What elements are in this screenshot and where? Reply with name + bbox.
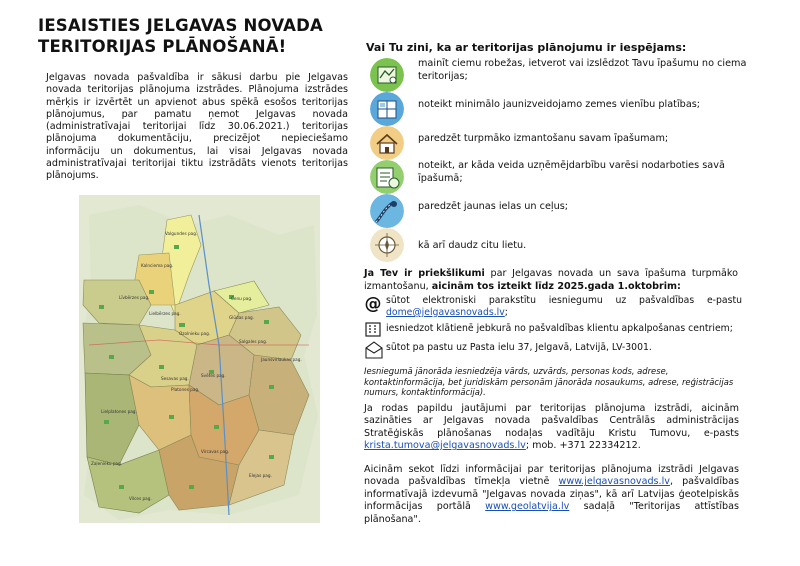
compass-icon: [370, 228, 404, 262]
email-link[interactable]: dome@jelgavasnovads.lv: [386, 307, 505, 318]
question-heading: Vai Tu zini, ka ar teritorijas plānojumu ir iespējams:: [366, 41, 687, 54]
option-item: [370, 194, 770, 228]
municipality-map: [79, 195, 320, 523]
suggestions-lead: Ja Tev ir priekšlikumi: [364, 268, 485, 279]
option-text: noteikt, ar kāda veida uzņēmējdarbību varēsi nodarboties savā īpašumā;: [418, 160, 725, 184]
follow-text-3: sadaļā "Teritorijas attīstības plānošana".: [364, 501, 740, 525]
option-item: [370, 228, 770, 262]
option-text: noteikt minimālo jaunizveidojamo zemes vienību platības;: [418, 99, 701, 110]
suggestions-text: par Jelgavas novada un sava īpašuma turpmāko izmantošanu,: [364, 268, 739, 292]
map-label: Platones pag.: [171, 387, 200, 392]
map-label: Vilces pag.: [129, 496, 152, 501]
land-plot-icon: [370, 92, 404, 126]
map-label: Svētes pag.: [201, 373, 226, 378]
option-text: kā arī daudz citu lietu.: [418, 240, 527, 251]
map-label: Zaļenieku pag.: [91, 461, 123, 466]
channel-post-text: sūtot pa pastu uz Pasta ielu 37, Jelgavā, Latvijā, LV-3001.: [386, 342, 652, 353]
intro-paragraph: Jelgavas novada pašvaldība ir sākusi darbu pie Jelgavas novada teritorijas plānojuma izstrādes. Plānojuma izstrādes mērķis ir izvērtēt un apvienot abus spēkā esošos teritorijas plānojumus, par pamatu ņemot Jelgavas novada (administratīvajai teritorijai līdz 30.06.2021.) teritorijas plānojuma dokumentāciju, precizējot nepieciešamo informāciju un dokumentus, lai visai Jelgavas novada administratīvajai teritorijai tiktu izstrādāts vienots teritorijas plānojums.: [46, 72, 348, 182]
at-sign-icon: [364, 294, 382, 312]
suggestions-deadline: aicinām tos izteikt līdz 2025.gada 1.oktobrim:: [431, 280, 681, 292]
option-text: mainīt ciemu robežas, ietverot vai izslēdzot Tavu īpašumu no ciema teritorijas;: [418, 58, 747, 82]
office-building-icon: [364, 320, 382, 338]
map-label: Sesavas pag.: [161, 376, 189, 381]
house-icon: [370, 126, 404, 160]
map-label: Valgundes pag.: [165, 231, 198, 236]
follow-text-2: , pašvaldības informatīvajā izdevumā "Jelgavas novada ziņas", kā arī Latvijas ģeotelpiskās informācijas portālā: [364, 476, 739, 513]
application-note: Iesniegumā jānorāda iesniedzēja vārds, uzvārds, personas kods, adrese, kontaktinformācija, bet juridiskām personām jānorāda nosaukums, adrese, reģistrācijas numurs, kontaktinformācija).: [364, 366, 734, 398]
svg-text:@: @: [364, 294, 382, 312]
envelope-icon: [364, 340, 384, 360]
map-label: Cenu pag.: [231, 296, 253, 301]
option-item: [370, 92, 770, 126]
option-item: [370, 58, 770, 92]
page-title: IESAISTIES JELGAVAS NOVADA TERITORIJAS PLĀNOŠANĀ!: [38, 16, 324, 56]
email-instruction: sūtot elektroniski parakstītu iesniegumu uz pašvaldības e-pastu: [386, 295, 742, 306]
contact-phone: ; mob. +371 22334212.: [525, 440, 641, 452]
map-label: Glūdas pag.: [229, 315, 255, 320]
map-label: Lielbērzes pag.: [149, 311, 181, 316]
website-link[interactable]: www.jelgavasnovads.lv: [558, 476, 670, 488]
contact-paragraph: [364, 403, 739, 453]
channel-office-text: iesniedzot klātienē jebkurā no pašvaldības klientu apkalpošanas centriem;: [386, 323, 733, 334]
map-label: Lielplatones pag.: [101, 409, 137, 414]
contact-email-link[interactable]: krista.tumova@jelgavasnovads.lv: [364, 440, 526, 452]
channel-email-text: [386, 295, 742, 319]
follow-text-1: Aicinām sekot līdzi informācijai par teritorijas plānojuma izstrādi Jelgavas novada pašvaldības tīmekļa vietnē: [364, 464, 739, 488]
map-boundary-icon: [370, 58, 404, 92]
option-text: paredzēt jaunas ielas un ceļus;: [418, 201, 569, 212]
map-label: Kalnciema pag.: [141, 263, 174, 268]
option-item: [370, 126, 770, 160]
map-label: Salgales pag.: [239, 339, 268, 344]
map-label: Ozolnieku pag.: [179, 331, 211, 336]
contact-text: Ja rodas papildu jautājumi par teritorijas plānojuma izstrādi, aicinām sazināties ar Jelgavas novada pašvaldības Centrālās administrācijas Stratēģiskās plānošanas nodaļas vadītāju Kristu Tumovu, e-pasts: [364, 403, 739, 439]
suggestions-paragraph: [364, 268, 738, 293]
email-end: ;: [504, 307, 508, 318]
map-label: Vircavas pag.: [201, 449, 230, 454]
road-icon: [370, 194, 404, 228]
map-label: Elejas pag.: [249, 473, 272, 478]
map-label: Līvbērzes pag.: [119, 295, 150, 300]
follow-paragraph: [364, 464, 739, 526]
map-label: Jaunsvirlaukas pag.: [261, 357, 302, 362]
option-item: [370, 160, 770, 194]
geoportal-link[interactable]: www.geolatvija.lv: [485, 501, 570, 513]
option-text: paredzēt turpmāko izmantošanu savam īpašumam;: [418, 133, 669, 144]
business-document-icon: [370, 160, 404, 194]
